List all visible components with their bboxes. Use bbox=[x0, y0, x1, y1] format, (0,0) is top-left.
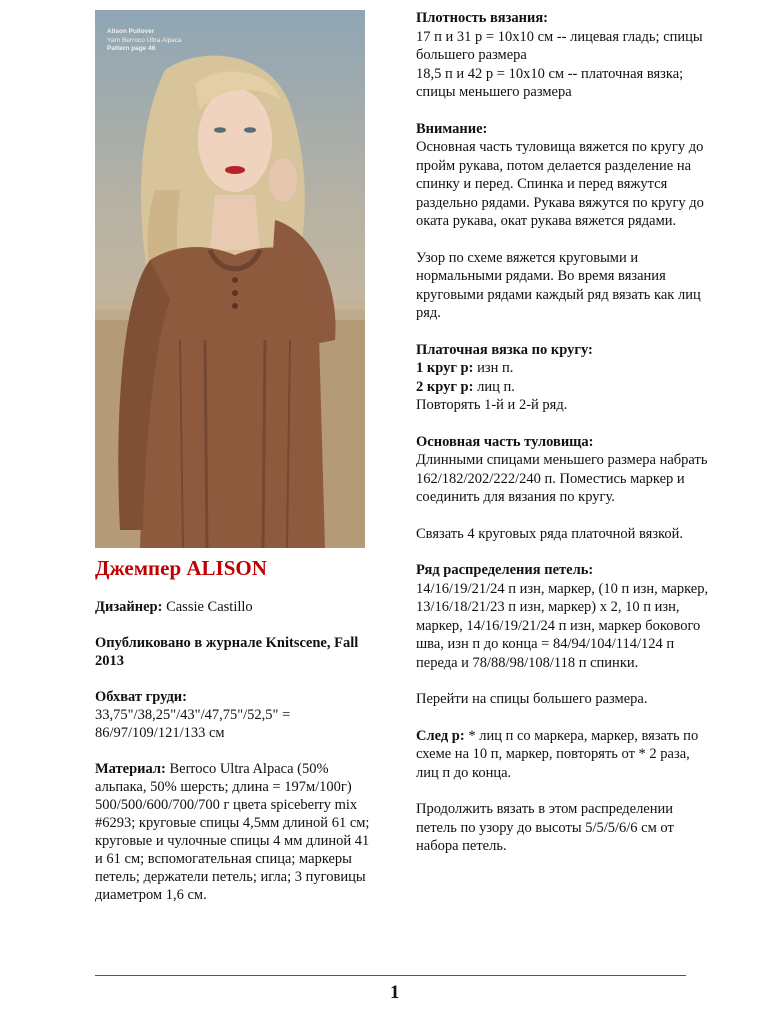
pattern-title: Джемпер ALISON bbox=[95, 556, 267, 580]
right-column bbox=[416, 9, 716, 874]
gauge-text1: 17 п и 31 р = 10х10 см -- лицевая гладь; спицы большего размера bbox=[416, 28, 703, 63]
chest-line1: 33,75"/38,25"/43"/47,75"/52,5" = bbox=[95, 707, 291, 723]
next-row-label: След р: bbox=[416, 727, 465, 744]
body-block-2 bbox=[416, 525, 716, 544]
chest-label: Обхват груди: bbox=[95, 689, 187, 705]
body-block bbox=[416, 433, 716, 507]
gauge-text2: 18,5 п и 42 р = 10х10 см -- платочная вязка; спицы меньшего размера bbox=[416, 65, 684, 100]
garter-repeat: Повторять 1-й и 2-й ряд. bbox=[416, 397, 568, 413]
left-column bbox=[95, 598, 377, 922]
garter-row1-text: изн п. bbox=[473, 360, 514, 376]
distribution-text: 14/16/19/21/24 п изн, маркер, (10 п изн, маркер, 13/16/18/21/23 п изн, маркер) х 2, 10 п изн, маркер, 14/16/19/21/24 п изн, маркер бокового шва, изн п до конца = 84/94/104/114/124 п переда и 78/88/98/108/118 п спинки. bbox=[416, 580, 709, 671]
designer-block bbox=[95, 598, 377, 616]
continue-block: Продолжить вязать в этом распределении петель по узору до высоты 5/5/5/6/6 см от набора петель. bbox=[416, 801, 674, 854]
switch-needles-block bbox=[416, 690, 716, 709]
photo-caption bbox=[107, 28, 182, 54]
gauge-label: Плотность вязания: bbox=[416, 10, 548, 26]
attention-text2: Узор по схеме вяжется круговыми и нормальными рядами. Во время вязания круговыми рядами каждый ряд вязать как лиц ряд. bbox=[416, 249, 701, 321]
published-block: Опубликовано в журнале Knitscene, Fall 2013 bbox=[95, 635, 359, 669]
model-illustration bbox=[95, 10, 365, 548]
attention-block-2 bbox=[416, 249, 716, 323]
footer-divider bbox=[95, 975, 686, 976]
distribution-switch: Перейти на спицы большего размера. bbox=[416, 691, 648, 707]
model-photo bbox=[95, 10, 365, 548]
body-text1: Длинными спицами меньшего размера набрать 162/182/202/222/240 п. Поместись маркер и соединить для вязания по кругу. bbox=[416, 452, 708, 505]
designer-value: Cassie Castillo bbox=[162, 599, 253, 615]
garter-row2 bbox=[416, 378, 716, 397]
body-text2: Связать 4 круговых ряда платочной вязкой. bbox=[416, 525, 684, 542]
attention-block bbox=[416, 120, 716, 231]
body-label: Основная часть туловища: bbox=[416, 433, 594, 450]
garter-row2-text: лиц п. bbox=[473, 378, 515, 395]
material-block bbox=[95, 760, 377, 904]
attention-text1: Основная часть туловища вяжется по кругу до пройм рукава, потом делается разделение на спинку и перед. Спинка и перед вяжутся раздельно рядами. Рукава вяжутся по кругу до оката рукава, окат рукава вяжется рядами. bbox=[416, 139, 704, 229]
material-text: Berroco Ultra Alpaca (50% альпака, 50% шерсть; длина = 197м/100г) 500/500/600/700/700 г цвета spiceberry mix #6293; круговые спицы 4,5мм длиной 61 см; круговые и чулочные спицы 4 мм длиной 41 и 61 см; вспомогательная спица; маркеры петель; держатели петель; игла; 3 пуговицы диаметром 1,6 см. bbox=[95, 761, 370, 903]
material-label: Материал: bbox=[95, 761, 166, 777]
distribution-label: Ряд распределения петель: bbox=[416, 562, 594, 578]
garter-label: Платочная вязка по кругу: bbox=[416, 341, 593, 358]
garter-row1 bbox=[416, 359, 716, 378]
next-row-block bbox=[416, 727, 716, 783]
photo-caption-title: Alison Pullover bbox=[107, 28, 155, 35]
gauge-block bbox=[416, 9, 716, 102]
chest-line2: 86/97/109/121/133 см bbox=[95, 725, 225, 741]
photo-caption-yarn: Yarn Berroco Ultra Alpaca bbox=[107, 36, 182, 44]
next-row-text: * лиц п со маркера, маркер, вязать по схеме на 10 п, маркер, повторять от * 2 раза, лиц п до конца. bbox=[416, 727, 699, 781]
page-number: 1 bbox=[390, 982, 400, 1003]
garter-row1-label: 1 круг р: bbox=[416, 360, 474, 376]
designer-label: Дизайнер: bbox=[95, 599, 163, 615]
attention-label: Внимание: bbox=[416, 120, 488, 137]
distribution-block bbox=[416, 561, 716, 672]
garter-block bbox=[416, 341, 716, 415]
garter-row2-label: 2 круг р: bbox=[416, 378, 474, 395]
chest-block bbox=[95, 688, 377, 742]
photo-caption-page: Pattern page 46 bbox=[107, 45, 156, 52]
